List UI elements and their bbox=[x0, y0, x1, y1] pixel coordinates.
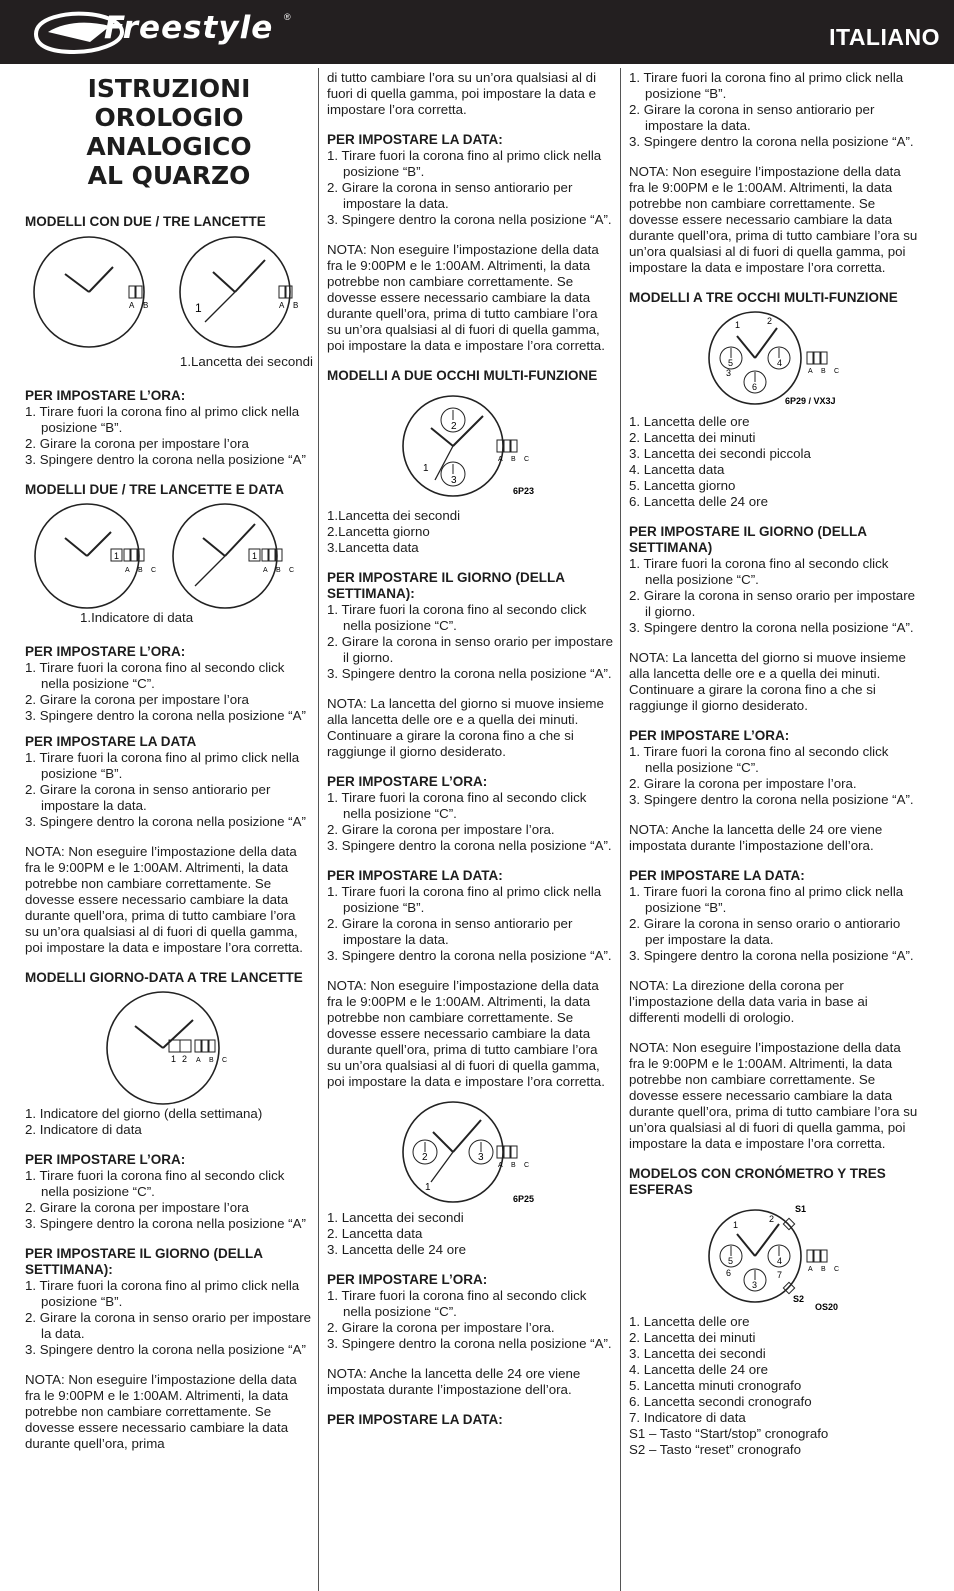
list-item: 3. Spingere dentro la corona nella posizione “A”. bbox=[629, 620, 914, 635]
header-bar bbox=[0, 0, 954, 64]
watch-diagram-6p25 bbox=[327, 1090, 614, 1210]
svg-text:6P29 / VX3J: 6P29 / VX3J bbox=[785, 396, 836, 406]
subheading: PER IMPOSTARE LA DATA: bbox=[327, 868, 503, 883]
list-item: 2. Girare la corona in senso orario o antiorario per impostare la data. bbox=[629, 916, 901, 947]
subheading: PER IMPOSTARE L’ORA: bbox=[629, 728, 790, 743]
svg-text:C: C bbox=[151, 567, 157, 574]
svg-text:S2: S2 bbox=[793, 1294, 805, 1304]
list-item: 3. Spingere dentro la corona nella posizione “A” bbox=[25, 814, 306, 829]
subheading: PER IMPOSTARE LA DATA: bbox=[629, 868, 805, 883]
registered-mark: ® bbox=[284, 12, 291, 22]
legend-item: 2.Lancetta giorno bbox=[327, 524, 430, 539]
list-item: 1. Tirare fuori la corona fino al primo click nella posizione “B”. bbox=[25, 404, 300, 435]
subheading: PER IMPOSTARE L’ORA: bbox=[25, 644, 186, 659]
subheading: PER IMPOSTARE LA DATA: bbox=[327, 1412, 503, 1427]
list-item: 1. Tirare fuori la corona fino al primo click nella posizione “B”. bbox=[25, 1278, 300, 1309]
list-item: 2. Girare la corona per impostare l’ora bbox=[25, 1200, 249, 1215]
svg-text:6P23: 6P23 bbox=[513, 486, 535, 496]
subheading: PER IMPOSTARE L’ORA: bbox=[327, 1272, 488, 1287]
list-item: 1. Tirare fuori la corona fino al primo click nella posizione “B”. bbox=[629, 884, 904, 915]
legend-item: 2. Indicatore di data bbox=[25, 1122, 142, 1137]
list-item: 2. Girare la corona per impostare l’ora bbox=[25, 692, 249, 707]
svg-text:A: A bbox=[196, 1057, 201, 1064]
list-item: 2. Girare la corona in senso antiorario per impostare la data. bbox=[327, 916, 573, 947]
svg-text:B: B bbox=[138, 567, 143, 574]
list-item: 3. Spingere dentro la corona nella posizione “A”. bbox=[327, 1336, 612, 1351]
list-item: 1. Tirare fuori la corona fino al secondo click nella posizione “C”. bbox=[327, 790, 587, 821]
note: NOTA: Anche la lancetta delle 24 ore viene impostata durante l’impostazione dell’ora. bbox=[327, 1366, 581, 1397]
watch-diagram-with-date bbox=[25, 498, 313, 610]
legend-item: 2. Lancetta data bbox=[327, 1226, 423, 1241]
svg-text:1: 1 bbox=[195, 301, 202, 315]
list-item: 3. Spingere dentro la corona nella posizione “A”. bbox=[327, 838, 612, 853]
legend-item: 3. Lancetta dei secondi piccola bbox=[629, 446, 811, 461]
svg-text:1: 1 bbox=[114, 551, 120, 561]
list-item: 2. Girare la corona per impostare l’ora. bbox=[327, 1320, 555, 1335]
column-1 bbox=[25, 70, 313, 1452]
legend-item: 2. Lancetta dei minuti bbox=[629, 1330, 756, 1345]
subheading: PER IMPOSTARE L’ORA: bbox=[25, 388, 186, 403]
list-item: 1. Tirare fuori la corona fino al secondo click nella posizione “C”. bbox=[327, 602, 587, 633]
svg-text:A: A bbox=[808, 1266, 813, 1273]
note: NOTA: Non eseguire l’impostazione della data fra le 9:00PM e le 1:00AM. Altrimenti, la data potrebbe non cambiare correttamente. Se dovesse essere necessario cambiare la data durante quell’ora, prima di tutto cambiare l’ora su un’ora qualsiasi al di fuori di quella gamma, poi impostare la data e impostare l’ora corretta. bbox=[629, 1040, 918, 1151]
list-item: 1. Tirare fuori la corona fino al secondo click nella posizione “C”. bbox=[629, 556, 889, 587]
svg-text:6P25: 6P25 bbox=[513, 1194, 535, 1204]
section-heading: MODELLI CON DUE / TRE LANCETTE bbox=[25, 214, 266, 229]
subheading: PER IMPOSTARE LA DATA: bbox=[327, 132, 503, 147]
subheading: PER IMPOSTARE L’ORA: bbox=[25, 1152, 186, 1167]
svg-text:B: B bbox=[511, 1162, 516, 1169]
column-3 bbox=[629, 70, 919, 1458]
column-2 bbox=[327, 70, 614, 1428]
legend-item: 5. Lancetta giorno bbox=[629, 478, 736, 493]
note: NOTA: La lancetta del giorno si muove insieme alla lancetta delle ore e a quella dei minuti. Continuare a girare la corona fino a che si raggiunge il giorno desiderato. bbox=[629, 650, 906, 713]
svg-text:S1: S1 bbox=[795, 1204, 807, 1214]
svg-text:A: A bbox=[263, 567, 268, 574]
note: NOTA: Non eseguire l’impostazione della data fra le 9:00PM e le 1:00AM. Altrimenti, la data potrebbe non cambiare correttamente. Se dovesse essere necessario cambiare la data durante quell’ora, prima di tutto cambiare l’ora su un’ora qualsiasi al di fuori di quella gamma, poi impostare la data e impostare l’ora corretta. bbox=[25, 844, 303, 955]
legend-item: 5. Lancetta minuti cronografo bbox=[629, 1378, 802, 1393]
list-item: 2. Girare la corona per impostare l’ora. bbox=[629, 776, 857, 791]
note: NOTA: Non eseguire l’impostazione della data fra le 9:00PM e le 1:00AM. Altrimenti, la data potrebbe non cambiare correttamente. Se dovesse essere necessario cambiare la data durante quell’ora, prima di tutto cambiare l’ora su un’ora qualsiasi al di fuori di quella gamma, poi impostare la data e impostare l’ora corretta. bbox=[327, 242, 605, 353]
list-item: 3. Spingere dentro la corona nella posizione “A”. bbox=[629, 948, 914, 963]
list-item: 3. Spingere dentro la corona nella posizione “A”. bbox=[629, 792, 914, 807]
list-item: 3. Spingere dentro la corona nella posizione “A”. bbox=[327, 948, 612, 963]
note: NOTA: Non eseguire l’impostazione della data fra le 9:00PM e le 1:00AM. Altrimenti, la data potrebbe non cambiare correttamente. Se dovesse essere necessario cambiare la data durante quell’ora, prima di tutto cambiare l’ora su un’ora qualsiasi al di fuori di quella gamma, poi impostare la data e impostare l’ora corretta. bbox=[629, 164, 918, 275]
svg-text:6: 6 bbox=[752, 382, 758, 392]
svg-text:OS20: OS20 bbox=[815, 1302, 839, 1312]
legend-item: 2. Lancetta dei minuti bbox=[629, 430, 756, 445]
svg-text:6: 6 bbox=[726, 1268, 732, 1278]
svg-text:4: 4 bbox=[777, 1256, 783, 1266]
brand-name: Freestyle bbox=[104, 10, 274, 46]
legend-item: 4. Lancetta delle 24 ore bbox=[629, 1362, 768, 1377]
svg-text:4: 4 bbox=[777, 358, 783, 368]
watch-diagram-os20 bbox=[629, 1198, 919, 1314]
watch-diagram-day-date bbox=[25, 986, 313, 1106]
note: NOTA: Non eseguire l’impostazione della data fra le 9:00PM e le 1:00AM. Altrimenti, la data potrebbe non cambiare correttamente. Se dovesse essere necessario cambiare la data durante quell’ora, prima di tutto cambiare l’ora su un’ora qualsiasi al di fuori di quella gamma, poi impostare la data e impostare l’ora corretta. bbox=[327, 978, 605, 1089]
list-item: 2. Girare la corona per impostare l’ora bbox=[25, 436, 249, 451]
svg-text:5: 5 bbox=[728, 1256, 734, 1266]
section-heading: MODELOS CON CRONÓMETRO Y TRES ESFERAS bbox=[629, 1166, 886, 1197]
list-item: 3. Spingere dentro la corona nella posizione “A” bbox=[25, 708, 306, 723]
svg-text:A: A bbox=[125, 567, 130, 574]
legend-item: 7. Indicatore di data bbox=[629, 1410, 746, 1425]
subheading: PER IMPOSTARE L’ORA: bbox=[327, 774, 488, 789]
list-item: 3. Spingere dentro la corona nella posizione “A” bbox=[25, 452, 306, 467]
list-item: 3. Spingere dentro la corona nella posizione “A” bbox=[25, 1216, 306, 1231]
svg-text:3: 3 bbox=[478, 1152, 484, 1163]
svg-text:A: A bbox=[498, 1162, 503, 1169]
svg-text:1: 1 bbox=[425, 1182, 431, 1193]
section-heading: MODELLI A TRE OCCHI MULTI-FUNZIONE bbox=[629, 290, 898, 305]
legend-item: 3. Lancetta delle 24 ore bbox=[327, 1242, 466, 1257]
list-item: 3. Spingere dentro la corona nella posizione “A” bbox=[25, 1342, 306, 1357]
note: NOTA: Non eseguire l’impostazione della data fra le 9:00PM e le 1:00AM. Altrimenti, la data potrebbe non cambiare correttamente. Se dovesse essere necessario cambiare la data durante quell’ora, prima bbox=[25, 1372, 297, 1451]
svg-text:B: B bbox=[209, 1057, 214, 1064]
list-item: 3. Spingere dentro la corona nella posizione “A”. bbox=[327, 666, 612, 681]
svg-text:A: A bbox=[279, 301, 285, 310]
page-title: ISTRUZIONI OROLOGIO ANALOGICO AL QUARZO bbox=[86, 74, 252, 190]
legend-item: 3.Lancetta data bbox=[327, 540, 419, 555]
legend-item: S2 – Tasto “reset” cronografo bbox=[629, 1442, 801, 1457]
figure-caption: 1.Indicatore di data bbox=[80, 610, 194, 625]
svg-text:C: C bbox=[524, 456, 530, 463]
column-divider bbox=[620, 68, 621, 1591]
list-item: 1. Tirare fuori la corona fino al primo click nella posizione “B”. bbox=[25, 750, 300, 781]
subheading: PER IMPOSTARE LA DATA bbox=[25, 734, 197, 749]
list-item: 2. Girare la corona in senso antiorario per impostare la data. bbox=[327, 180, 573, 211]
svg-text:1: 1 bbox=[171, 1054, 177, 1064]
list-item: 1. Tirare fuori la corona fino al primo click nella posizione “B”. bbox=[629, 70, 904, 101]
svg-text:2: 2 bbox=[769, 1214, 775, 1224]
list-item: 1. Tirare fuori la corona fino al primo click nella posizione “B”. bbox=[327, 148, 602, 179]
list-item: 2. Girare la corona in senso orario per impostare il giorno. bbox=[629, 588, 916, 619]
list-item: 1. Tirare fuori la corona fino al secondo click nella posizione “C”. bbox=[629, 744, 889, 775]
list-item: 1. Tirare fuori la corona fino al secondo click nella posizione “C”. bbox=[25, 1168, 285, 1199]
svg-text:B: B bbox=[293, 301, 299, 310]
svg-text:C: C bbox=[289, 567, 295, 574]
svg-text:1: 1 bbox=[735, 320, 741, 330]
watch-diagram-6p29 bbox=[629, 306, 919, 414]
svg-text:C: C bbox=[222, 1057, 228, 1064]
svg-text:3: 3 bbox=[726, 368, 732, 378]
svg-text:B: B bbox=[276, 567, 281, 574]
svg-text:B: B bbox=[511, 456, 516, 463]
svg-text:2: 2 bbox=[451, 421, 457, 432]
list-item: 1. Tirare fuori la corona fino al secondo click nella posizione “C”. bbox=[25, 660, 285, 691]
legend-item: 4. Lancetta data bbox=[629, 462, 725, 477]
svg-text:C: C bbox=[834, 1266, 840, 1273]
svg-text:B: B bbox=[821, 1266, 826, 1273]
legend-item: 6. Lancetta delle 24 ore bbox=[629, 494, 768, 509]
svg-text:3: 3 bbox=[752, 1280, 758, 1290]
svg-text:7: 7 bbox=[777, 1270, 783, 1280]
legend-item: 1. Lancetta delle ore bbox=[629, 1314, 750, 1329]
list-item: 2. Girare la corona per impostare l’ora. bbox=[327, 822, 555, 837]
language-label: ITALIANO bbox=[829, 24, 940, 50]
svg-text:A: A bbox=[498, 456, 503, 463]
svg-text:2: 2 bbox=[422, 1152, 428, 1163]
subheading: PER IMPOSTARE IL GIORNO (DELLA SETTIMANA): bbox=[25, 1246, 263, 1277]
svg-text:3: 3 bbox=[451, 475, 457, 486]
legend-item: 1. Lancetta delle ore bbox=[629, 414, 750, 429]
note: NOTA: La direzione della corona per l’impostazione della data varia in base ai differenti modelli di orologio. bbox=[629, 978, 868, 1025]
list-item: 3. Spingere dentro la corona nella posizione “A”. bbox=[327, 212, 612, 227]
legend-item: 1.Lancetta dei secondi bbox=[327, 508, 461, 523]
svg-text:A: A bbox=[129, 301, 135, 310]
subheading: PER IMPOSTARE IL GIORNO (DELLA SETTIMANA): bbox=[327, 570, 565, 601]
column-divider bbox=[318, 68, 319, 1591]
legend-item: 6. Lancetta secondi cronografo bbox=[629, 1394, 812, 1409]
list-item: 1. Tirare fuori la corona fino al primo click nella posizione “B”. bbox=[327, 884, 602, 915]
note-continued: di tutto cambiare l’ora su un’ora qualsiasi al di fuori di quella gamma, poi impostare la data e impostare l’ora corretta. bbox=[327, 70, 597, 117]
watch-diagram-6p23 bbox=[327, 384, 614, 508]
svg-text:C: C bbox=[834, 368, 840, 375]
legend-item: 3. Lancetta dei secondi bbox=[629, 1346, 766, 1361]
section-heading: MODELLI A DUE OCCHI MULTI-FUNZIONE bbox=[327, 368, 598, 383]
list-item: 2. Girare la corona in senso antiorario per impostare la data. bbox=[629, 102, 875, 133]
legend-item: 1. Lancetta dei secondi bbox=[327, 1210, 464, 1225]
watch-diagram-two-three-hands bbox=[25, 230, 313, 354]
list-item: 1. Tirare fuori la corona fino al secondo click nella posizione “C”. bbox=[327, 1288, 587, 1319]
svg-text:B: B bbox=[821, 368, 826, 375]
svg-text:5: 5 bbox=[728, 358, 734, 368]
svg-text:2: 2 bbox=[767, 316, 773, 326]
svg-text:B: B bbox=[143, 301, 149, 310]
section-heading: MODELLI DUE / TRE LANCETTE E DATA bbox=[25, 482, 284, 497]
figure-caption: 1.Lancetta dei secondi bbox=[179, 354, 313, 369]
list-item: 2. Girare la corona in senso antiorario per impostare la data. bbox=[25, 782, 271, 813]
svg-text:1: 1 bbox=[423, 463, 429, 474]
svg-text:C: C bbox=[524, 1162, 530, 1169]
svg-text:1: 1 bbox=[733, 1220, 739, 1230]
svg-text:2: 2 bbox=[182, 1054, 188, 1064]
subheading: PER IMPOSTARE IL GIORNO (DELLA SETTIMANA) bbox=[629, 524, 867, 555]
legend-item: S1 – Tasto “Start/stop” cronografo bbox=[629, 1426, 829, 1441]
list-item: 2. Girare la corona in senso orario per impostare la data. bbox=[25, 1310, 312, 1341]
list-item: 2. Girare la corona in senso orario per impostare il giorno. bbox=[327, 634, 614, 665]
svg-text:A: A bbox=[808, 368, 813, 375]
note: NOTA: La lancetta del giorno si muove insieme alla lancetta delle ore e a quella dei minuti. Continuare a girare la corona fino a che si raggiunge il giorno desiderato. bbox=[327, 696, 604, 759]
svg-text:1: 1 bbox=[252, 551, 258, 561]
list-item: 3. Spingere dentro la corona nella posizione “A”. bbox=[629, 134, 914, 149]
section-heading: MODELLI GIORNO-DATA A TRE LANCETTE bbox=[25, 970, 303, 985]
note: NOTA: Anche la lancetta delle 24 ore viene impostata durante l’impostazione dell’ora. bbox=[629, 822, 883, 853]
legend-item: 1. Indicatore del giorno (della settimana) bbox=[25, 1106, 263, 1121]
